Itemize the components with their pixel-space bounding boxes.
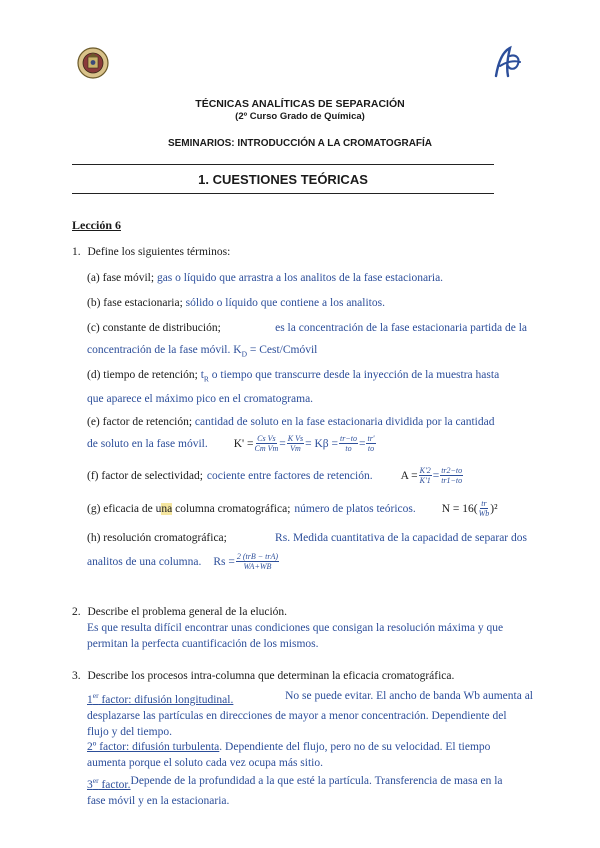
course-subtitle: (2º Curso Grado de Química) — [235, 111, 365, 122]
term-definition: es la concentración de la fase estacionaria partida de la — [275, 322, 527, 334]
question-2 — [72, 604, 532, 652]
lesson-title: Lección 6 — [72, 218, 121, 232]
factor-text-cont: fase móvil y en la estacionaria. — [87, 794, 230, 807]
efficiency-formula: N = 16( $\frac{tr}{Wb}$ )² — [441, 499, 498, 518]
top-rule — [72, 164, 494, 165]
term-g — [87, 499, 527, 518]
term-definition: sólido o líquido que contiene a los analitos. — [185, 297, 385, 309]
factor-text-cont: desplazarse las partículas en direcciones de mayor a menor concentración. Dependiente del — [87, 709, 507, 722]
faculty-logo — [488, 42, 524, 82]
question-number: 2. — [72, 606, 81, 618]
factor-heading: 3er factor. — [87, 776, 131, 791]
term-label: (a) fase móvil; — [87, 272, 155, 284]
question-text: Define los siguientes términos: — [87, 246, 231, 258]
university-crest-logo — [76, 46, 110, 80]
term-e — [87, 414, 527, 453]
term-definition-cont: que aparece el máximo pico en el cromatograma. — [87, 393, 314, 406]
retention-factor-formula: K' = $\frac{\text{Cs Vs}}{\text{Cm Vm}}$ = $\frac{\text{K Vs}}{Vm}$ = Kβ = $\frac{tr-to}{to}$ = $\frac{tr'}{to}$ — [233, 434, 375, 453]
term-f — [87, 466, 527, 485]
term-a — [87, 270, 527, 286]
term-label: (f) factor de selectividad; — [87, 469, 203, 482]
factor-text-cont: aumenta porque el soluto cada vez ocupa más sitio. — [87, 757, 323, 769]
question-number: 1. — [72, 246, 81, 258]
term-definition: cantidad de soluto en la fase estacionaria dividida por la cantidad — [194, 416, 495, 428]
question-text: Describe el problema general de la elución. — [87, 606, 288, 618]
answer: Es que resulta difícil encontrar unas condiciones que consigan la resolución máxima y que permitan la perfecta cuantificación de los mismos. — [87, 622, 504, 650]
factor-heading: 2º factor: difusión turbulenta — [87, 741, 220, 753]
selectivity-formula: A = $\frac{K'2}{K'1}$ = $\frac{tr2-to}{tr1-to}$ — [400, 466, 463, 485]
term-definition: Rs. Medida cuantitativa de la capacidad de separar dos — [275, 532, 527, 544]
term-definition: número de platos teóricos. — [294, 502, 416, 515]
term-d — [87, 367, 527, 407]
term-definition-cont: concentración de la fase móvil. $K_D$ = Cest/Cmóvil — [87, 344, 318, 359]
term-label: (d) tiempo de retención; — [87, 369, 198, 381]
term-definition-cont: analitos de una columna. — [87, 555, 202, 568]
factor-2 — [87, 739, 533, 771]
factor-text: Depende de la profundidad a la que esté la partícula. Transferencia de masa en la — [130, 775, 503, 787]
factor-text: No se puede evitar. El ancho de banda Wb aumenta al — [285, 690, 533, 702]
term-c — [87, 320, 527, 362]
bottom-rule — [72, 193, 494, 194]
term-label: (e) factor de retención; — [87, 416, 193, 428]
term-label: (b) fase estacionaria; — [87, 297, 183, 309]
term-label: (h) resolución cromatográfica; — [87, 532, 227, 544]
term-h — [87, 530, 527, 571]
question-1 — [72, 244, 230, 260]
factor-text: . Dependiente del flujo, pero no de su velocidad. El tiempo — [219, 741, 491, 753]
course-title: TÉCNICAS ANALÍTICAS DE SEPARACIÓN — [195, 98, 405, 110]
term-definition-cont: de soluto en la fase móvil. — [87, 437, 208, 450]
question-3 — [72, 668, 534, 684]
term-b — [87, 295, 527, 311]
factor-heading: 1er factor: difusión longitudinal. — [87, 691, 234, 706]
seminar-title: SEMINARIOS: INTRODUCCIÓN A LA CROMATOGRAFÍA — [167, 138, 433, 149]
question-text: Describe los procesos intra-columna que determinan la eficacia cromatográfica. — [87, 670, 455, 682]
resolution-formula: Rs = $\frac{\text{2 (trB − trA)}}{WA+WB}$ — [213, 552, 279, 571]
term-label: (c) constante de distribución; — [87, 322, 221, 334]
term-definition: gas o líquido que arrastra a los analitos de la fase estacionaria. — [156, 272, 444, 284]
factor-text-cont: flujo y del tiempo. — [87, 725, 172, 738]
factor-1 — [87, 688, 533, 740]
section-title: 1. CUESTIONES TEÓRICAS — [198, 172, 368, 187]
question-number: 3. — [72, 670, 81, 682]
term-definition: cociente entre factores de retención. — [206, 469, 373, 482]
term-definition: $t_R$ o tiempo que transcurre desde la inyección de la muestra hasta — [200, 369, 500, 384]
factor-3 — [87, 773, 533, 809]
term-label: (g) eficacia de una columna cromatográfica; — [87, 502, 291, 515]
